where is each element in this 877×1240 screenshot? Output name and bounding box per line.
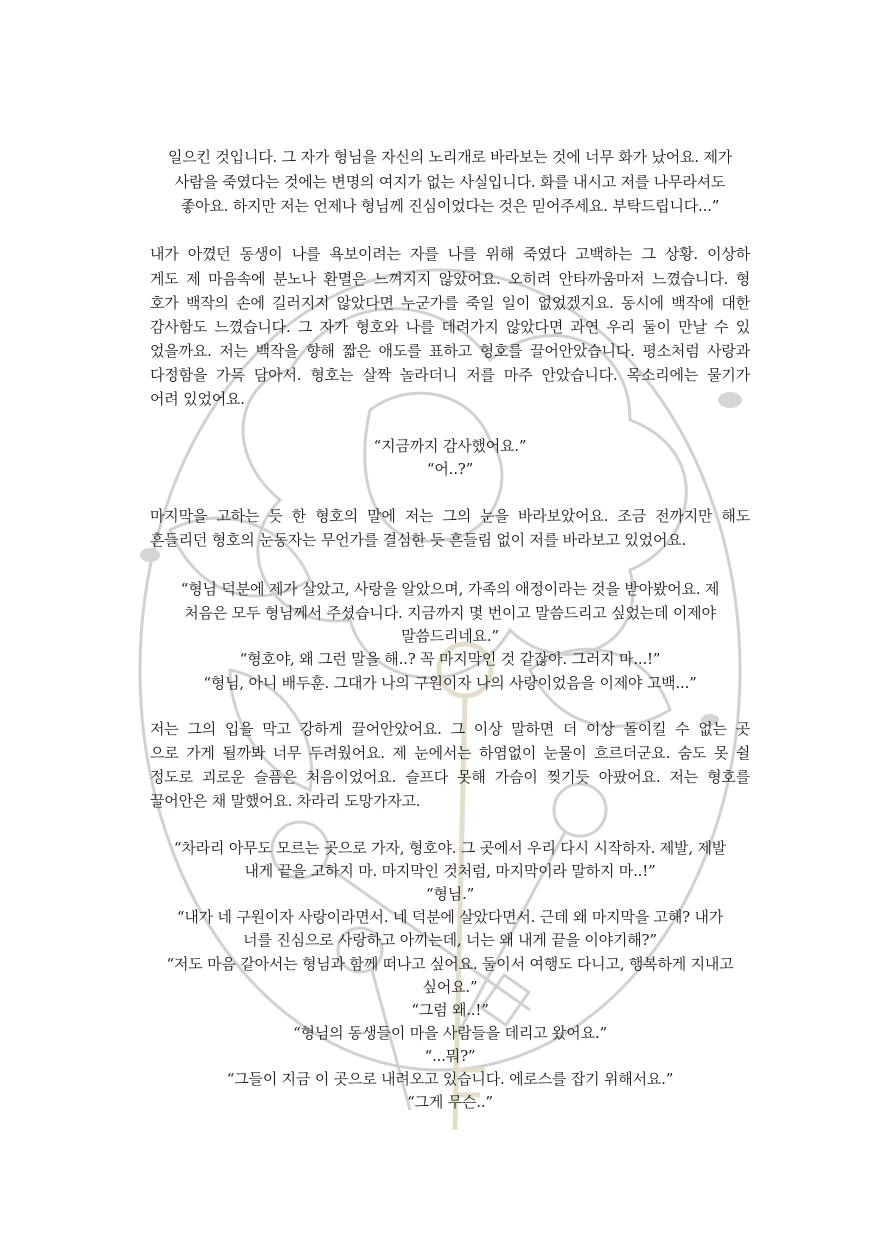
text-line: “그럼 왜..!” bbox=[411, 1001, 489, 1019]
text-line: 끌어안은 채 말했어요. 차라리 도망가자고. bbox=[150, 792, 421, 810]
text-line: “그게 무슨..” bbox=[407, 1093, 493, 1111]
text-line: “형님의 동생들이 마을 사람들을 데리고 왔어요.” bbox=[293, 1024, 607, 1042]
text-line: 좋아요. 하지만 저는 언제나 형님께 진심이었다는 것은 믿어주세요. 부탁드립니다...” bbox=[180, 197, 720, 215]
text-line: 말씀드리네요.” bbox=[401, 627, 499, 645]
text-line: 으로 가게 될까봐 너무 두려웠어요. 제 눈에서는 하염없이 눈물이 흐르더군요. 숨도 못 쉴 bbox=[150, 744, 750, 762]
text-line: “형호야, 왜 그런 말을 해..? 꼭 마지막인 것 같잖아. 그러지 마...!” bbox=[239, 650, 661, 668]
text-line: “차라리 아무도 모르는 곳으로 가자, 형호야. 그 곳에서 우리 다시 시작하자. 제발, 제발 bbox=[173, 839, 727, 857]
text-line: 어려 있었어요. bbox=[150, 390, 245, 408]
text-line: “어..?” bbox=[426, 460, 474, 478]
text-line: 마지막을 고하는 듯 한 형호의 말에 저는 그의 눈을 바라보았어요. 조금 전까지만 해도 bbox=[150, 507, 750, 525]
text-line: 일으킨 것입니다. 그 자가 형님을 자신의 노리개로 바라보는 것에 너무 화가 났어요. 제가 bbox=[167, 148, 733, 166]
text-line: 내게 끝을 고하지 마. 마지막인 것처럼, 마지막이라 말하지 마..!” bbox=[244, 862, 656, 880]
text-line: 게도 제 마음속에 분노나 환멸은 느껴지지 않았어요. 오히려 안타까움마저 느꼈습니다. 형 bbox=[150, 270, 750, 288]
text-line: 저는 그의 입을 막고 강하게 끌어안았어요. 그 이상 말하면 더 이상 돌이킬 수 없는 곳 bbox=[150, 720, 750, 738]
text-line: 정도로 괴로운 슬픔은 처음이었어요. 슬프다 못해 가슴이 찢기듯 아팠어요. 저는 형호를 bbox=[150, 768, 750, 786]
text-line: 내가 아꼈던 동생이 나를 욕보이려는 자를 나를 위해 죽였다 고백하는 그 상황. 이상하 bbox=[150, 245, 750, 263]
text-line: 었을까요. 저는 백작을 향해 짧은 애도를 표하고 형호를 끌어안았습니다. 평소처럼 사랑과 bbox=[150, 342, 750, 360]
text-line: 싶어요.” bbox=[422, 978, 478, 996]
text-line: “형님 덕분에 제가 살았고, 사랑을 알았으며, 가족의 애정이라는 것을 받아봤어요. 제 bbox=[180, 580, 720, 598]
text-line: “저도 마음 같아서는 형님과 함께 떠나고 싶어요. 둘이서 여행도 다니고, 행복하게 지내고 bbox=[166, 955, 734, 973]
text-line: “형님, 아니 배두훈. 그대가 나의 구원이자 나의 사랑이었음을 이제야 고백...” bbox=[203, 674, 697, 692]
text-line: 호가 백작의 손에 길러지지 않았다면 누군가를 죽일 일이 없었겠지요. 동시에 백작에 대한 bbox=[150, 294, 750, 312]
text-line: “...뭐?” bbox=[424, 1047, 476, 1065]
text-line: 처음은 모두 형님께서 주셨습니다. 지금까지 몇 번이고 말씀드리고 싶었는데 이제야 bbox=[184, 604, 716, 622]
text-line: 감사함도 느꼈습니다. 그 자가 형호와 나를 데려가지 않았다면 과연 우리 둘이 만날 수 있 bbox=[150, 318, 750, 336]
text-line: 흔들리던 형호의 눈동자는 무언가를 결심한 듯 흔들림 없이 저를 바라보고 있었어요. bbox=[150, 531, 687, 549]
text-line: “내가 네 구원이자 사랑이라면서. 네 덕분에 살았다면서. 근데 왜 마지막을 고해? 내가 bbox=[176, 908, 724, 926]
text-line: “그들이 지금 이 곳으로 내려오고 있습니다. 에로스를 잡기 위해서요.” bbox=[226, 1070, 674, 1088]
text-line: 사람을 죽였다는 것에는 변명의 여지가 없는 사실입니다. 화를 내시고 저를 나무라셔도 bbox=[174, 173, 726, 191]
text-line: “형님.” bbox=[425, 885, 475, 903]
text-line: 다정함을 가득 담아서. 형호는 살짝 놀라더니 저를 마주 안았습니다. 목소리에는 물기가 bbox=[150, 366, 750, 384]
text-line: “지금까지 감사했어요.” bbox=[373, 437, 527, 455]
text-line: 너를 진심으로 사랑하고 아끼는데, 너는 왜 내게 끝을 이야기해?” bbox=[243, 931, 657, 949]
